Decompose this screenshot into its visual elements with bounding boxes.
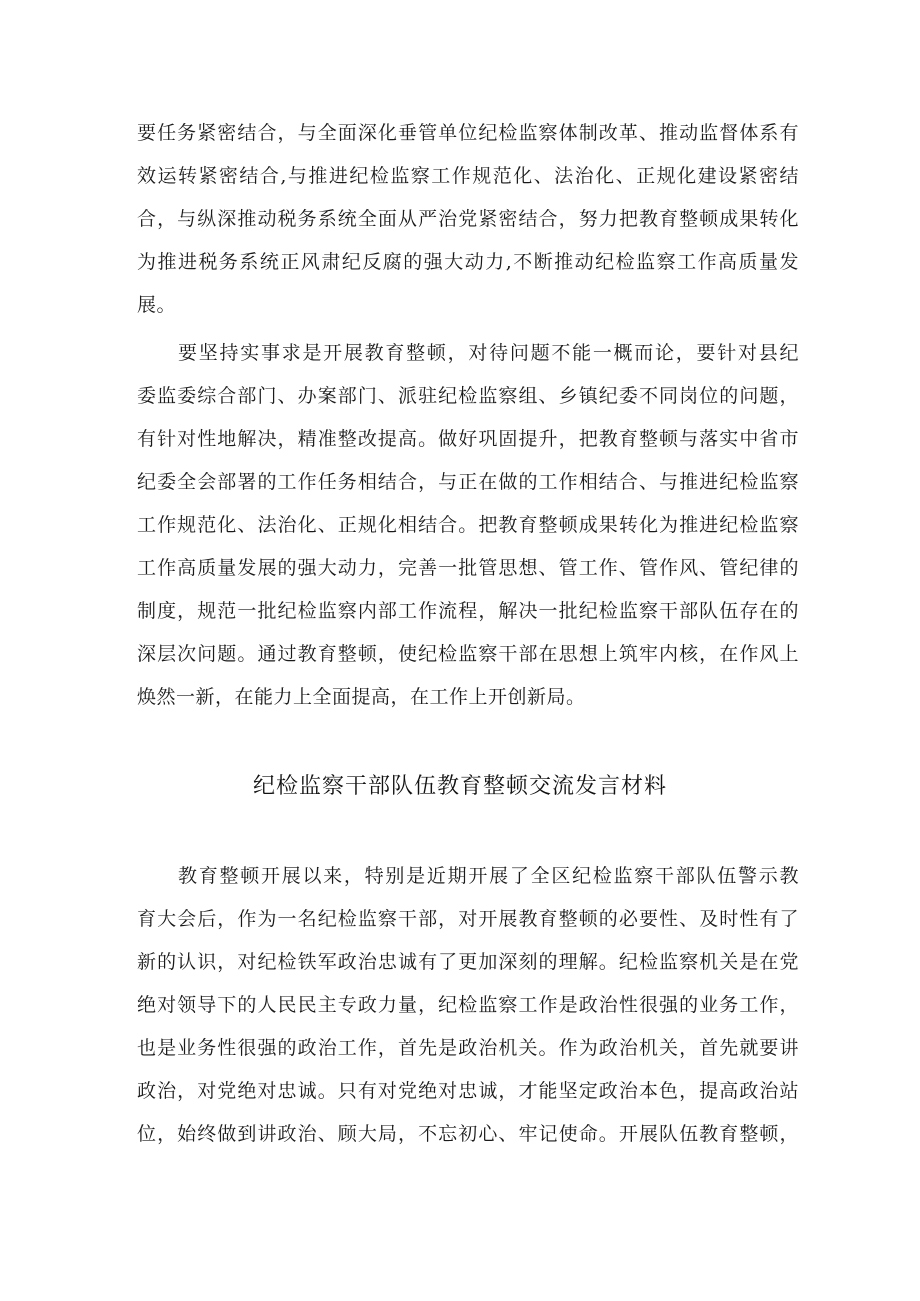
paragraph-2-line: 工作高质量发展的强大动力，完善一批管思想、管工作、管作风、管纪律的 xyxy=(137,557,799,579)
paragraph-1-line: 要任务紧密结合，与全面深化垂管单位纪检监察体制改革、推动监督体系有 xyxy=(137,122,799,144)
section-heading: 纪检监察干部队伍教育整顿交流发言材料 xyxy=(252,774,667,799)
paragraph-2-line: 深层次问题。通过教育整顿，使纪检监察干部在思想上筑牢内核，在作风上 xyxy=(137,643,799,665)
paragraph-2-line: 委监委综合部门、办案部门、派驻纪检监察组、乡镇纪委不同岗位的问题， xyxy=(137,385,799,407)
paragraph-3-line: 政治，对党绝对忠诚。只有对党绝对忠诚，才能坚定政治本色，提高政治站 xyxy=(137,1080,799,1102)
paragraph-3-line: 育大会后，作为一名纪检监察干部，对开展教育整顿的必要性、及时性有了 xyxy=(137,908,799,930)
paragraph-1-line: 展。 xyxy=(137,294,177,316)
paragraph-2-line: 制度，规范一批纪检监察内部工作流程，解决一批纪检监察干部队伍存在的 xyxy=(137,600,799,622)
paragraph-1-line: 效运转紧密结合,与推进纪检监察工作规范化、法治化、正规化建设紧密结 xyxy=(137,165,799,187)
paragraph-1-line: 为推进税务系统正风肃纪反腐的强大动力,不断推动纪检监察工作高质量发 xyxy=(137,251,799,273)
paragraph-2-line: 有针对性地解决，精准整改提高。做好巩固提升，把教育整顿与落实中省市 xyxy=(137,428,799,450)
paragraph-3-line: 也是业务性很强的政治工作，首先是政治机关。作为政治机关，首先就要讲 xyxy=(137,1037,799,1059)
paragraph-2-line: 要坚持实事求是开展教育整顿，对待问题不能一概而论，要针对县纪 xyxy=(178,342,799,364)
paragraph-1-line: 合，与纵深推动税务系统全面从严治党紧密结合，努力把教育整顿成果转化 xyxy=(137,208,799,230)
paragraph-2-line: 工作规范化、法治化、正规化相结合。把教育整顿成果转化为推进纪检监察 xyxy=(137,514,799,536)
paragraph-3-line: 位，始终做到讲政治、顾大局，不忘初心、牢记使命。开展队伍教育整顿， xyxy=(137,1123,799,1145)
paragraph-3-line: 教育整顿开展以来，特别是近期开展了全区纪检监察干部队伍警示教 xyxy=(178,865,799,887)
paragraph-2-line: 焕然一新，在能力上全面提高，在工作上开创新局。 xyxy=(137,686,586,708)
paragraph-2-line: 纪委全会部署的工作任务相结合，与正在做的工作相结合、与推进纪检监察 xyxy=(137,471,799,493)
paragraph-3-line: 新的认识，对纪检铁军政治忠诚有了更加深刻的理解。纪检监察机关是在党 xyxy=(137,951,799,973)
paragraph-3-line: 绝对领导下的人民民主专政力量，纪检监察工作是政治性很强的业务工作， xyxy=(137,994,799,1016)
